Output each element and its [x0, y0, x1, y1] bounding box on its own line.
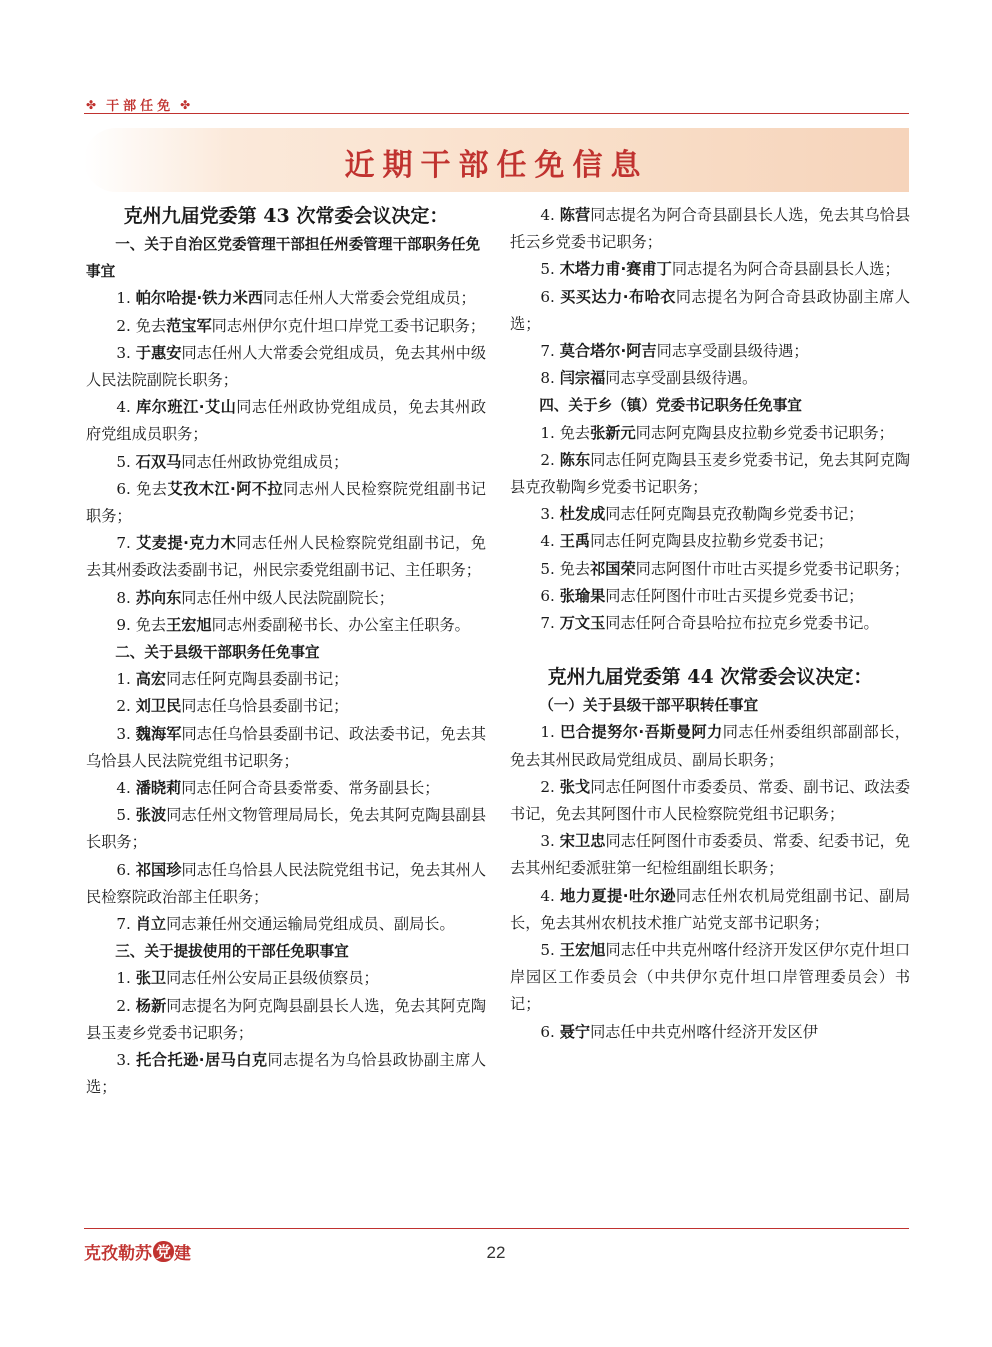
- list-item: 2. 杨新同志提名为阿克陶县副县长人选，免去其阿克陶县玉麦乡党委书记职务；: [86, 996, 487, 1042]
- list-item: 7. 肖立同志兼任州交通运输局党组成员、副局长。: [116, 915, 455, 934]
- list-item: 1. 张卫同志任州公安局正县级侦察员；: [116, 969, 379, 988]
- list-item: 4. 陈营同志提名为阿合奇县副县长人选，免去其乌恰县托云乡党委书记职务；: [510, 206, 911, 252]
- list-item: 9. 免去王宏旭同志州委副秘书长、办公室主任职务。: [116, 615, 470, 634]
- list-item: 6. 张瑜果同志任阿图什市吐古买提乡党委书记；: [540, 586, 864, 605]
- right-column: [510, 202, 910, 1046]
- list-item: 5. 木塔力甫·赛甫丁同志提名为阿合奇县副县长人选；: [540, 260, 900, 279]
- list-item: 6. 买买达力·布哈衣同志提名为阿合奇县政协副主席人选；: [510, 287, 911, 333]
- subsection-heading: 四、关于乡（镇）党委书记职务任免事宜: [539, 397, 802, 415]
- left-column: [86, 202, 486, 1102]
- bottom-divider: [84, 1228, 909, 1229]
- list-item: 4. 王禹同志任阿克陶县皮拉勒乡党委书记；: [540, 532, 834, 551]
- list-item: 8. 闫宗福同志享受副县级待遇。: [540, 369, 758, 388]
- list-item: 1. 巴合提努尔·吾斯曼阿力同志任州委组织部副部长，免去其州民政局党组成员、副局长职务；: [510, 723, 910, 769]
- meeting-title: 克州九届党委第 43 次常委会议决定：: [123, 205, 449, 227]
- list-item: 2. 陈东同志任阿克陶县玉麦乡党委书记，免去其阿克陶县克孜勒陶乡党委书记职务；: [510, 450, 911, 497]
- subsection-heading: （一）关于县级干部平职转任事宜: [539, 697, 759, 715]
- list-item: 6. 免去艾孜木江·阿不拉同志州人民检察院党组副书记职务；: [86, 479, 486, 526]
- list-item: 7. 万文玉同志任阿合奇县哈拉布拉克乡党委书记。: [540, 614, 879, 633]
- brand-suffix: 建: [174, 1244, 192, 1264]
- list-item: 4. 地力夏提·吐尔逊同志任州农机局党组副书记、副局长，免去其州农机技术推广站党支部书记职务；: [510, 886, 911, 932]
- list-item: 4. 潘晓莉同志任阿合奇县委常委、常务副县长；: [116, 779, 440, 798]
- title-banner: [84, 128, 909, 192]
- top-divider: [84, 113, 909, 114]
- list-item: 1. 免去张新元同志阿克陶县皮拉勒乡党委书记职务；: [540, 423, 894, 442]
- section-tag-label: 干部任免: [106, 99, 175, 114]
- list-item: 1. 帕尔哈提·铁力米西同志任州人大常委会党组成员；: [116, 289, 476, 308]
- list-item: 6. 聂宁同志任中共克州喀什经济开发区伊: [540, 1022, 818, 1041]
- list-item: 5. 王宏旭同志任中共克州喀什经济开发区伊尔克什坦口岸园区工作委员会（中共伊尔克什坦口岸管理委员会）书记；: [510, 941, 911, 1014]
- brand-label: 克孜勒苏: [84, 1244, 152, 1264]
- list-item: 5. 张波同志任州文物管理局局长，免去其阿克陶县副县长职务；: [86, 806, 487, 852]
- subsection-heading: 一、关于自治区党委管理干部担任州委管理干部职务任免事宜: [86, 236, 481, 281]
- list-item: 8. 苏向东同志任州中级人民法院副院长；: [116, 588, 394, 607]
- list-item: 1. 高宏同志任阿克陶县委副书记；: [116, 670, 349, 689]
- list-item: 5. 石双马同志任州政协党组成员；: [116, 452, 349, 471]
- page-title: 近期干部任免信息: [344, 148, 649, 183]
- list-item: 2. 免去范宝军同志州伊尔克什坦口岸党工委书记职务；: [116, 316, 486, 335]
- page-number: 22: [486, 1243, 506, 1262]
- list-item: 6. 祁国珍同志任乌恰县人民法院党组书记，免去其州人民检察院政治部主任职务；: [86, 860, 487, 906]
- list-item: 7. 莫合塔尔·阿吉同志享受副县级待遇；: [540, 342, 809, 361]
- list-item: 5. 免去祁国荣同志阿图什市吐古买提乡党委书记职务；: [540, 559, 910, 578]
- list-item: 4. 库尔班江·艾山同志任州政协党组成员，免去其州政府党组成员职务；: [86, 398, 487, 444]
- list-item: 3. 魏海军同志任乌恰县委副书记、政法委书记，免去其乌恰县人民法院党组书记职务；: [86, 724, 487, 770]
- flower-icon: ✤: [86, 97, 101, 112]
- list-item: 3. 托合托逊·居马白克同志提名为乌恰县政协副主席人选；: [86, 1051, 487, 1097]
- subsection-heading: 三、关于提拔使用的干部任免职事宜: [115, 943, 349, 961]
- list-item: 2. 刘卫民同志任乌恰县委副书记；: [116, 697, 349, 716]
- spacer: [510, 637, 910, 663]
- list-item: 3. 宋卫忠同志任阿图什市委委员、常委、纪委书记，免去其州纪委派驻第一纪检组副组长职务；: [510, 832, 911, 878]
- section-tag: [86, 95, 194, 114]
- list-item: 3. 于惠安同志任州人大常委会党组成员，免去其州中级人民法院副院长职务；: [86, 343, 487, 390]
- meeting-title: 克州九届党委第 44 次常委会议决定：: [547, 666, 873, 689]
- subsection-heading: 二、关于县级干部职务任免事宜: [115, 644, 320, 662]
- list-item: 3. 杜发成同志任阿克陶县克孜勒陶乡党委书记；: [540, 505, 864, 524]
- list-item: 7. 艾麦提·克力木同志任州人民检察院党组副书记，免去其州委政法委副书记，州民宗委党组副书记、主任职务；: [86, 534, 487, 580]
- list-item: 2. 张戈同志任阿图什市委委员、常委、副书记、政法委书记，免去其阿图什市人民检察院党组书记职务；: [510, 777, 911, 824]
- brand-badge: 党: [153, 1241, 174, 1262]
- flower-icon: ✤: [180, 97, 195, 112]
